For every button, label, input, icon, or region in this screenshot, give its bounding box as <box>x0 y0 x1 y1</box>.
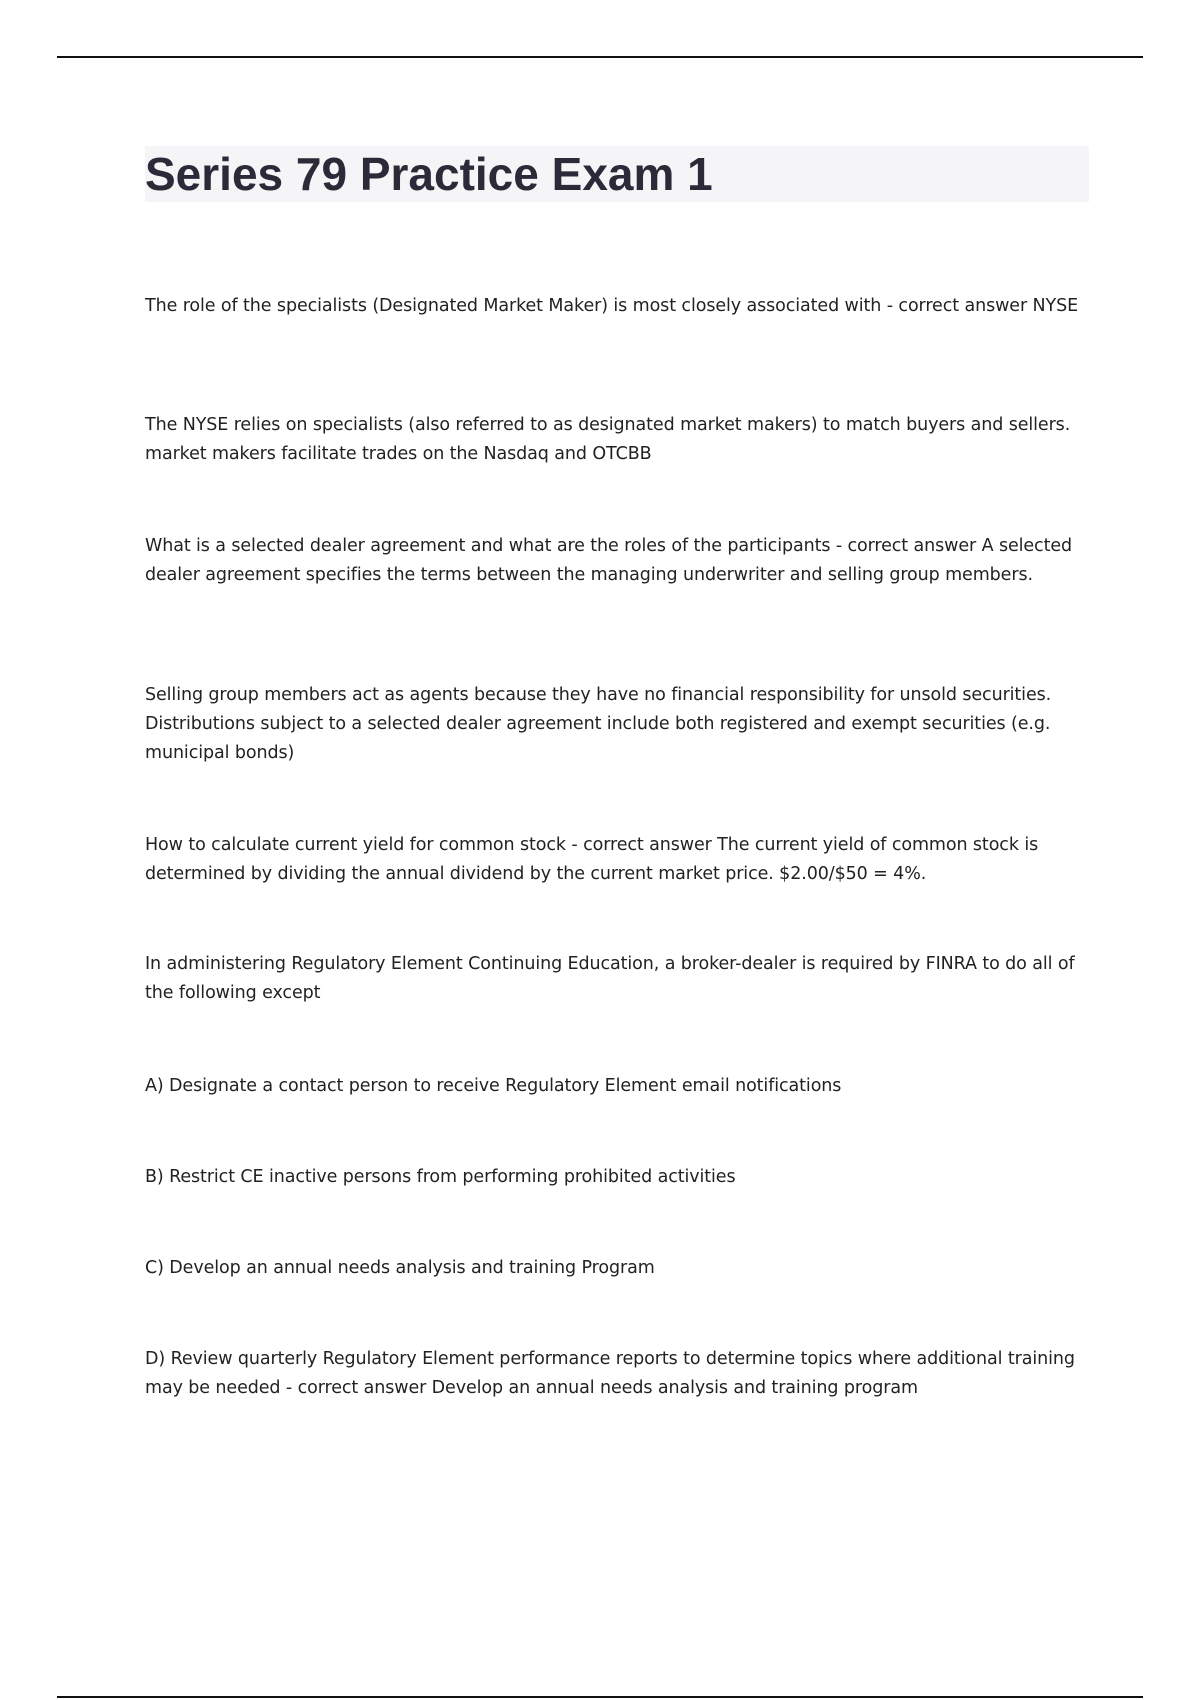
paragraph-current-yield: How to calculate current yield for common stock - correct answer The current yield of common stock is determined by dividing the annual dividend by the current market price. $2.00/$50 = 4%. <box>145 835 1039 884</box>
paragraph-regulatory-element-question: In administering Regulatory Element Continuing Education, a broker-dealer is required by FINRA to do all of the following except <box>145 954 1075 1003</box>
option-a: A) Designate a contact person to receive Regulatory Element email notifications <box>145 1076 842 1096</box>
paragraph-specialist-role: The role of the specialists (Designated Market Maker) is most closely associated with - correct answer NYSE <box>145 296 1079 316</box>
paragraph-selling-group-members: Selling group members act as agents because they have no financial responsibility for unsold securities. Distributions subject to a selected dealer agreement include both registered and exempt securities (e.g. municipal bonds) <box>145 685 1052 763</box>
option-c: C) Develop an annual needs analysis and training Program <box>145 1258 655 1278</box>
paragraph-selected-dealer-question: What is a selected dealer agreement and what are the roles of the participants - correct answer A selected dealer agreement specifies the terms between the managing underwriter and selling group members. <box>145 536 1073 585</box>
top-divider <box>57 56 1143 58</box>
paragraph-nyse-specialists: The NYSE relies on specialists (also referred to as designated market makers) to match buyers and sellers. market makers facilitate trades on the Nasdaq and OTCBB <box>145 415 1071 464</box>
bottom-divider <box>57 1696 1143 1698</box>
page-title: Series 79 Practice Exam 1 <box>145 148 713 200</box>
option-d: D) Review quarterly Regulatory Element performance reports to determine topics where additional training may be needed - correct answer Develop an annual needs analysis and training program <box>145 1349 1075 1398</box>
option-b: B) Restrict CE inactive persons from performing prohibited activities <box>145 1167 736 1187</box>
